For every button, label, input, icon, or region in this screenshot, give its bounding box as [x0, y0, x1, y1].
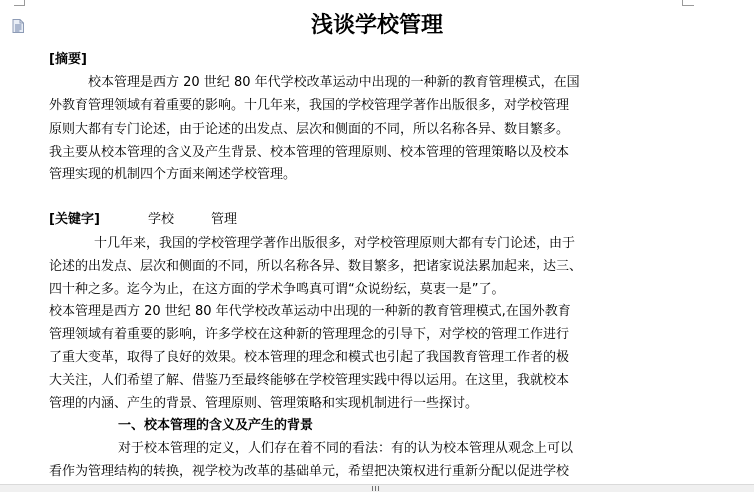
scrollbar-grip-icon[interactable] — [370, 486, 382, 491]
abstract-label: [摘要] — [49, 52, 87, 67]
page-corner-mark — [14, 5, 24, 6]
body-line: 论述的出发点、层次和侧面的不同，所以名称各异、数目繁多，把诸家说法累加起来，达三、 — [49, 259, 583, 274]
document-title: 浅谈学校管理 — [310, 12, 443, 38]
body-line: 校本管理是西方 20 世纪 80 年代学校改革运动中出现的一种新的教育管理模式,在国外教育 — [49, 304, 571, 319]
body-line: 四十种之多。迄今为止，在这方面的学术争鸣真可谓“众说纷纭，莫衷一是”了。 — [49, 282, 505, 297]
page-corner-mark — [682, 5, 694, 6]
horizontal-scrollbar[interactable] — [0, 484, 754, 492]
body-line: 了重大变革，取得了良好的效果。校本管理的理念和模式也引起了我国教育管理工作者的极 — [49, 350, 570, 365]
keywords-label: [关键字] — [49, 212, 100, 227]
body-line: 管理领域有着重要的影响，许多学校在这种新的管理理念的引导下，对学校的管理工作进行 — [49, 327, 570, 342]
body-line: 大关注，人们希望了解、借鉴乃至最终能够在学校管理实践中得以运用。在这里，我就校本 — [49, 373, 570, 388]
abstract-line: 管理实现的机制四个方面来阐述学校管理。 — [49, 167, 297, 182]
keyword-item: 学校 — [148, 212, 175, 227]
abstract-line: 校本管理是西方 20 世纪 80 年代学校改革运动中出现的一种新的教育管理模式，在国 — [88, 75, 580, 90]
keyword-item: 管理 — [211, 212, 238, 227]
body-line: 十几年来，我国的学校管理学著作出版很多，对学校管理原则大都有专门论述，由于 — [94, 236, 576, 251]
section-line: 对于校本管理的定义，人们存在着不同的看法：有的认为校本管理从观念上可以 — [118, 441, 574, 456]
abstract-line: 我主要从校本管理的含义及产生背景、校本管理的管理原则、校本管理的管理策略以及校本 — [49, 145, 570, 160]
abstract-line: 外教育管理领域有着重要的影响。十几年来，我国的学校管理学著作出版很多，对学校管理 — [49, 98, 570, 113]
body-line: 管理的内涵、产生的背景、管理原则、管理策略和实现机制进行一些探讨。 — [49, 396, 479, 411]
abstract-line: 原则大都有专门论述，由于论述的出发点、层次和侧面的不同，所以名称各异、数目繁多。 — [49, 122, 570, 137]
section-line: 看作为管理结构的转换，视学校为改革的基础单元，希望把决策权进行重新分配以促进学校 — [49, 464, 570, 479]
page-corner-mark — [24, 0, 25, 6]
section-heading: 一、校本管理的含义及产生的背景 — [118, 418, 314, 433]
